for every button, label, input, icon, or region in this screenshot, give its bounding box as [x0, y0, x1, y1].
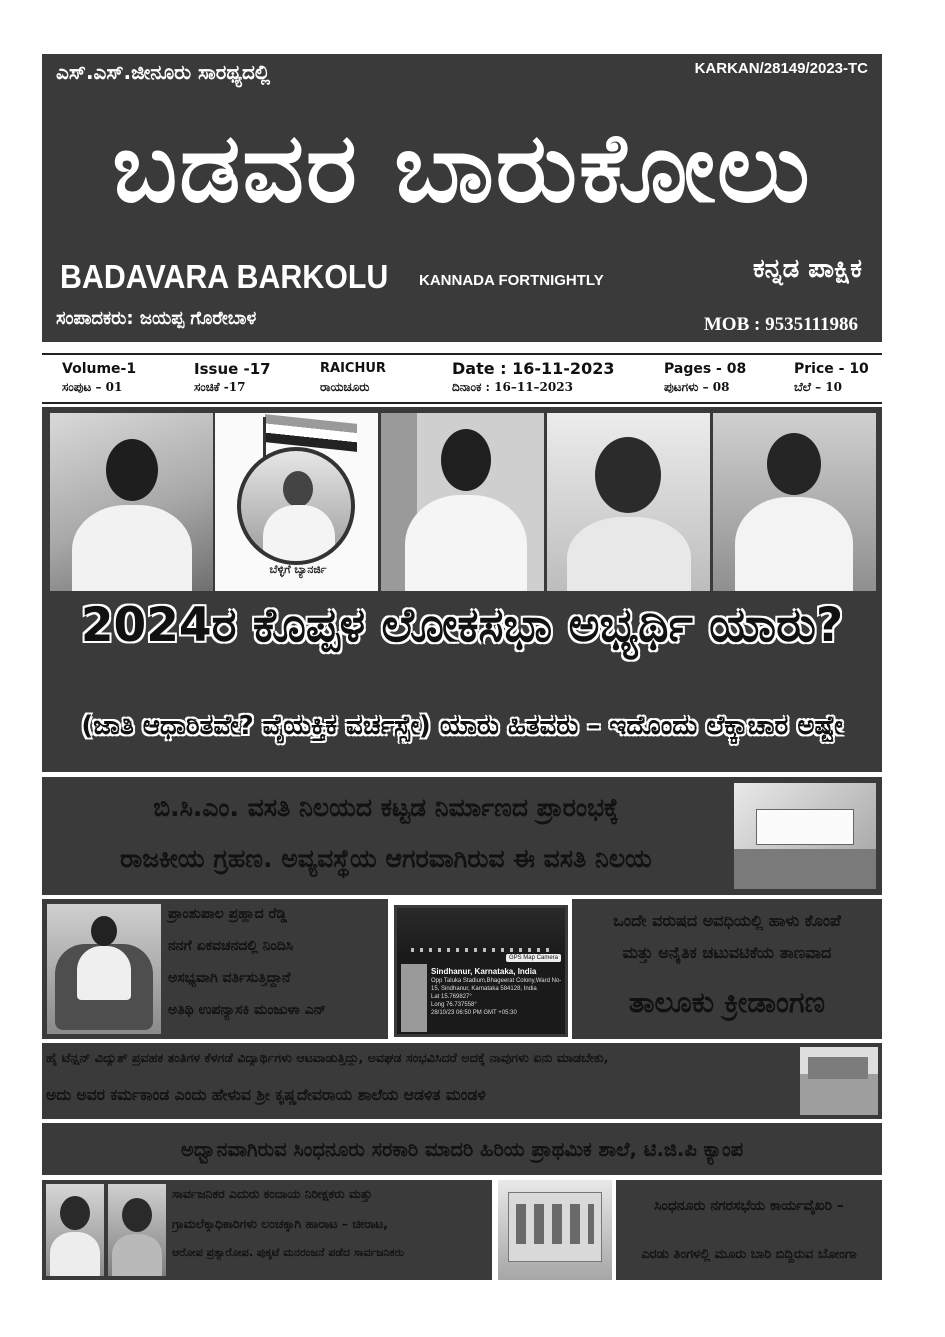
- stadium-line-1: ಒಂದೇ ವರುಷದ ಅವಧಿಯಲ್ಲಿ ಹಾಳು ಕೊಂಪೆ: [613, 911, 841, 930]
- person-head: [60, 1196, 90, 1230]
- inspector-photo-1: [46, 1184, 104, 1276]
- principal-line-1: ಪ್ರಾಂಶುಪಾಲ ಪ್ರಹ್ಲಾದ ರೆಡ್ಡಿ: [168, 906, 287, 922]
- newspaper-title-kannada: ಬಡವರ ಬಾರುಕೋಲು: [112, 112, 812, 224]
- gps-badge-label: GPS Map Camera: [508, 955, 558, 961]
- person-body: [77, 946, 131, 1000]
- bcm-hostel-photo: [734, 783, 876, 889]
- principal-line-4: ಅತಿಥಿ ಉಪನ್ಯಾಸಕಿ ಮಂಜುಳಾ ಎನ್: [168, 1002, 327, 1018]
- gps-timestamp: 28/10/23 06:50 PM GMT +05:30: [431, 1010, 517, 1016]
- date-info: [452, 360, 614, 396]
- municipal-building-photo: [498, 1180, 612, 1280]
- lead-headline: 2024ರ ಕೊಪ್ಪಳ ಲೋಕಸಭಾ ಅಭ್ಯರ್ಥಿ ಯಾರು?: [80, 598, 844, 653]
- city-info: [320, 360, 386, 396]
- editor-name: ಸಂಪಾದಕರು: ಜಯಪ್ಪ ಗೊರೇಬಾಳ: [56, 308, 257, 329]
- lecturer-photo: [47, 904, 161, 1034]
- price-english: Price - 10: [794, 361, 869, 377]
- municipal-line-1: ಸಿಂಧನೂರು ನಗರಸಭೆಯ ಕಾರ್ಯವೈಖರಿ –: [654, 1198, 844, 1214]
- principal-line-3: ಅಸಭ್ಯವಾಗಿ ವರ್ತಿಸುತ್ತಿದ್ದಾನೆ: [168, 970, 291, 986]
- registration-number: KARKAN/28149/2023-TC: [694, 60, 868, 77]
- candidate-photo-2-emblem: [215, 413, 378, 591]
- candidate-photo-3: [381, 413, 544, 591]
- person-head: [595, 437, 661, 513]
- stadium-line-3: ತಾಲೂಕು ಕ್ರೀಡಾಂಗಣ: [628, 984, 826, 1019]
- stadium-night-photo: [394, 905, 568, 1037]
- meta-rule-bottom: [42, 402, 882, 404]
- school-headline: ಅಧ್ವಾನವಾಗಿರುವ ಸಿಂಧನೂರು ಸರಕಾರಿ ಮಾದರಿ ಹಿರಿಯ ಪ್ರಾಥಮಿಕ ಶಾಲೆ, ಟಿ.ಜಿ.ಪಿ ಕ್ಯಾಂಪ: [180, 1137, 744, 1161]
- masthead-tagline: ಎಸ್.ಎಸ್.ಜೀನೂರು ಸಾರಥ್ಯದಲ್ಲಿ: [56, 60, 271, 84]
- volume-kannada: ಸಂಪುಟ – 01: [62, 380, 123, 394]
- gps-badge: [506, 954, 561, 962]
- masthead: [42, 54, 882, 342]
- person-head: [767, 433, 821, 495]
- person-head: [91, 916, 117, 946]
- high-tension-line-2: ಅದು ಅವರ ಕರ್ಮಕಾಂಡ ಎಂದು ಹೇಳುವ ಶ್ರೀ ಕೃಷ್ಣದೇವರಾಯ ಶಾಲೆಯ ಆಡಳಿತ ಮಂಡಳಿ: [46, 1086, 486, 1104]
- inspectors-line-3: ಆರೋಪ ಪ್ರತ್ಯಾರೋಪ. ಪುಕ್ಕಟೆ ಮನರಂಜನೆ ಪಡೆದ ಸಾರ್ವಜನಿಕರು: [172, 1246, 405, 1259]
- person-body: [72, 505, 192, 591]
- person-body: [567, 517, 691, 591]
- price-kannada: ಬೆಲೆ – 10: [794, 380, 842, 394]
- person-head: [441, 429, 491, 491]
- building-wall: [734, 849, 876, 889]
- signboard: [756, 809, 854, 845]
- gps-latitude: Lat 15.769827°: [431, 994, 472, 1000]
- emblem-caption: ಬೆಳ್ಳಿಗೆ ಬ್ಯಾನರ್ಜಿ: [269, 563, 327, 576]
- frequency-english: KANNADA FORTNIGHTLY: [419, 272, 604, 289]
- gps-longitude: Long 76.737558°: [431, 1002, 477, 1008]
- person-head: [283, 471, 313, 507]
- volume-info: [62, 360, 136, 396]
- person-body: [405, 495, 527, 591]
- candidate-photo-5: [713, 413, 876, 591]
- person-head: [106, 439, 158, 501]
- date-kannada: ದಿನಾಂಕ : 16–11–2023: [452, 380, 573, 394]
- emblem-ring: [237, 447, 355, 565]
- gps-thumbnail: [401, 964, 427, 1032]
- building-windows: [516, 1204, 594, 1244]
- flag-icon: [265, 414, 357, 452]
- bcm-headline-line-1: ಬಿ.ಸಿ.ಎಂ. ವಸತಿ ನಿಲಯದ ಕಟ್ಟಡ ನಿರ್ಮಾಣದ ಪ್ರಾರಂಭಕ್ಕೆ: [153, 793, 619, 822]
- inspectors-line-2: ಗ್ರಾಮಲೆಕ್ಕಾಧಿಕಾರಿಗಳು ಲಂಚಕ್ಕಾಗಿ ಹಾರಾಟ – ಚೀರಾಟ,: [172, 1216, 388, 1231]
- issue-english: Issue -17: [194, 360, 271, 378]
- gps-place: Sindhanur, Karnataka, India: [431, 967, 537, 976]
- gps-details: [431, 966, 565, 1017]
- person-head: [122, 1198, 152, 1232]
- person-body: [263, 505, 335, 565]
- high-tension-line-1: ಹೈ ಟೆನ್ಷನ್ ವಿದ್ಯುತ್ ಪ್ರವಹಕ ತಂತಿಗಳ ಕೆಳಗಡೆ ವಿದ್ಯಾರ್ಥಿಗಳು ಆಟವಾಡುತ್ತಿದ್ದು, ಅವಘಡ ಸಂಭವಿಸಿದರೆ ಅದಕ್ಕೆ ನಾವುಗಳು ಏನು ಮಾಡಬೇಕು,: [46, 1050, 609, 1065]
- issue-kannada: ಸಂಚಿಕೆ -17: [194, 380, 246, 394]
- date-english: Date : 16-11-2023: [452, 359, 615, 378]
- issue-info: [194, 360, 271, 396]
- building-block: [808, 1057, 868, 1079]
- candidate-photo-1: [50, 413, 213, 591]
- meta-rule-top: [42, 353, 882, 355]
- principal-line-2: ನನಗೆ ಏಕವಚನದಲ್ಲಿ ನಿಂದಿಸಿ: [168, 938, 294, 954]
- pages-kannada: ಪುಟಗಳು – 08: [664, 380, 730, 394]
- school-ground-photo: [800, 1047, 878, 1115]
- candidate-photo-4: [547, 413, 710, 591]
- person-body: [735, 497, 853, 591]
- lead-subheadline: (ಜಾತಿ ಆಧಾರಿತವೇ? ವೈಯಕ್ತಿಕ ವರ್ಚಸ್ಸೇ) ಯಾರು ಹಿತವರು – ಇದೊಂದು ಲೆಕ್ಕಾಚಾರ ಅಷ್ಟೇ: [81, 710, 843, 741]
- gps-address: Opp Taluka Stadium,Bhageerat Colony,Ward No-15, Sindhanur, Karnataka 584128, India: [431, 978, 562, 992]
- stadium-line-2: ಮತ್ತು ಅನೈತಿಕ ಚಟುವಟಿಕೆಯ ತಾಣವಾದ: [622, 943, 832, 962]
- municipal-line-2: ಎರಡು ತಿಂಗಳಲ್ಲಿ ಮೂರು ಬಾರಿ ಬಿದ್ದಿರುವ ಬೋಂಗಾ: [641, 1246, 857, 1262]
- pages-english: Pages - 08: [664, 361, 747, 377]
- distant-lights: [411, 948, 551, 952]
- frequency-kannada: ಕನ್ನಡ ಪಾಕ್ಷಿಕ: [752, 254, 862, 284]
- volume-english: Volume-1: [62, 361, 137, 377]
- person-body: [50, 1232, 100, 1276]
- city-kannada: ರಾಯಚೂರು: [320, 380, 370, 394]
- person-body: [112, 1234, 162, 1276]
- newspaper-title-english: BADAVARA BARKOLU: [60, 258, 389, 295]
- city-english: RAICHUR: [320, 361, 386, 376]
- bcm-headline-line-2: ರಾಜಕೀಯ ಗ್ರಹಣ. ಅವ್ಯವಸ್ಥೆಯ ಆಗರವಾಗಿರುವ ಈ ವಸತಿ ನಿಲಯ: [120, 844, 652, 873]
- price-info: [794, 360, 869, 396]
- inspectors-line-1: ಸಾರ್ವಜನಿಕರ ಎದುರು ಕಂದಾಯ ನಿರೀಕ್ಷಕರು ಮತ್ತು: [172, 1186, 373, 1201]
- inspector-photo-2: [108, 1184, 166, 1276]
- pages-info: [664, 360, 746, 396]
- mobile-number: MOB : 9535111986: [703, 314, 858, 335]
